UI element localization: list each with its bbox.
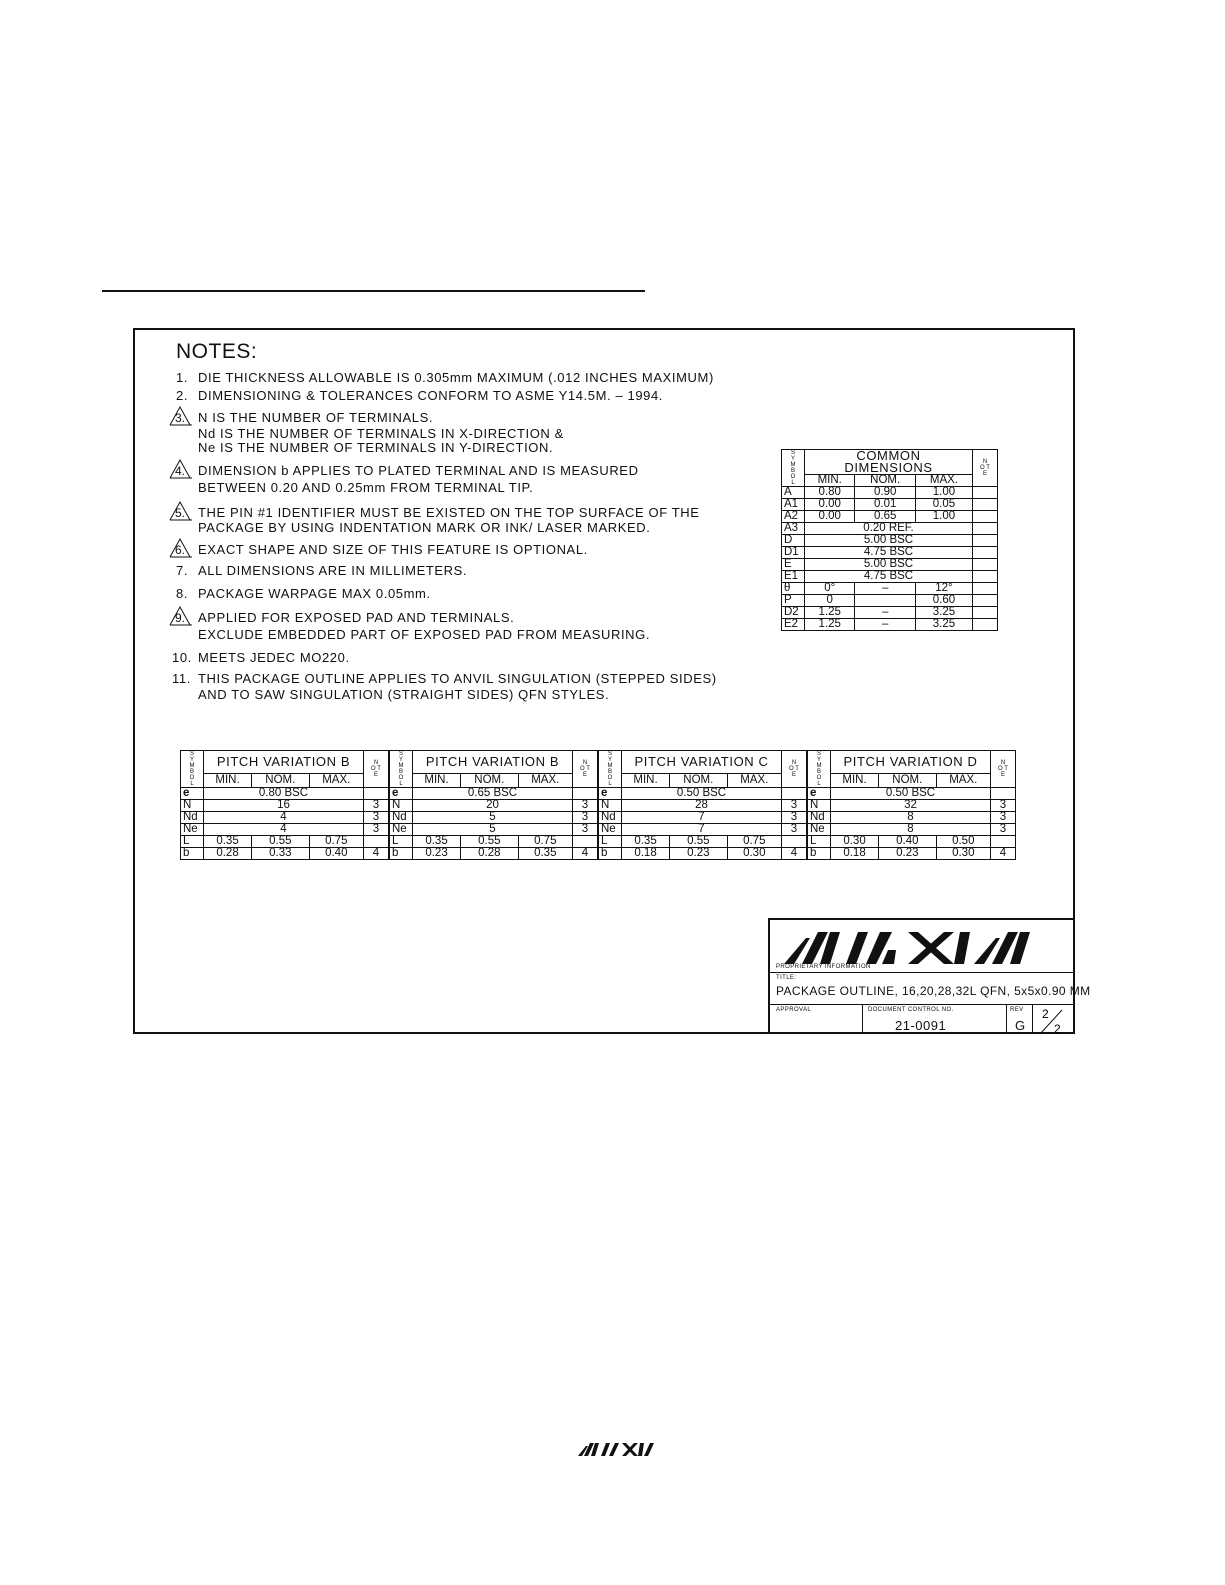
note-cell: [782, 788, 807, 800]
symbol-header: S Y M B O L: [599, 751, 622, 788]
pitch-value: 0.65 BSC: [413, 788, 573, 800]
col-max: MAX.: [309, 773, 363, 787]
note-cell: 3: [364, 800, 389, 812]
symbol-cell: D1: [782, 547, 805, 559]
note-text: Ne IS THE NUMBER OF TERMINALS IN Y-DIRECTION.: [198, 440, 554, 455]
min-cell: 0.00: [805, 511, 855, 523]
table-row: [599, 751, 807, 774]
pitch-title: PITCH VARIATION D: [831, 751, 991, 774]
value-cell: 16: [204, 800, 364, 812]
table-row: [390, 788, 598, 800]
divider: [1032, 1004, 1033, 1034]
note-number: 3.: [174, 411, 185, 425]
symbol-header: S Y M B O L: [782, 450, 805, 487]
table-row: [390, 812, 598, 824]
common-title-line2: DIMENSIONS: [844, 460, 933, 475]
table-row: [782, 559, 998, 571]
note-cell: [973, 511, 998, 523]
note-cell: [973, 607, 998, 619]
max-cell: 1.00: [915, 487, 972, 499]
value-cell: 5: [413, 812, 573, 824]
note-text: AND TO SAW SINGULATION (STRAIGHT SIDES) QFN STYLES.: [198, 687, 610, 702]
pitch-value: 0.80 BSC: [204, 788, 364, 800]
symbol-header: S Y M B O L: [390, 751, 413, 788]
value-cell: 0.55: [252, 836, 310, 848]
symbol-cell: Ne: [390, 824, 413, 836]
symbol-cell: e: [599, 788, 622, 800]
note-cell: [573, 836, 598, 848]
proprietary-label: PROPRIETARY INFORMATION: [776, 964, 871, 970]
divider: [1006, 1004, 1007, 1034]
note-text: EXCLUDE EMBEDDED PART OF EXPOSED PAD FROM MEASURING.: [198, 627, 651, 642]
footer-maxim-logo: [578, 1442, 656, 1456]
col-min: MIN.: [204, 773, 252, 787]
symbol-cell: θ: [782, 583, 805, 595]
table-row: [181, 788, 389, 800]
max-cell: 3.25: [915, 607, 972, 619]
max-cell: 0.05: [915, 499, 972, 511]
value-cell: 0.23: [670, 848, 728, 860]
nom-cell: –: [855, 607, 915, 619]
col-nom: NOM.: [461, 773, 519, 787]
note-number: 4.: [174, 464, 185, 478]
symbol-cell: Nd: [181, 812, 204, 824]
value-cell: 0.20 REF.: [805, 523, 973, 535]
value-cell: 0.55: [670, 836, 728, 848]
note-cell: 3: [573, 824, 598, 836]
value-cell: 7: [622, 824, 782, 836]
table-row: [808, 836, 1016, 848]
value-cell: 0.35: [204, 836, 252, 848]
symbol-cell: e: [808, 788, 831, 800]
pitch-variation-table: [807, 750, 1016, 860]
symbol-cell: A1: [782, 499, 805, 511]
title-row: [770, 972, 1075, 973]
table-row: [808, 848, 1016, 860]
note-cell: [364, 788, 389, 800]
table-row: [181, 848, 389, 860]
rev-label: REV: [1010, 1007, 1024, 1013]
table-row: [782, 607, 998, 619]
symbol-cell: b: [181, 848, 204, 860]
note-cell: [973, 499, 998, 511]
value-cell: 0.28: [461, 848, 519, 860]
notes-title: NOTES:: [176, 340, 258, 363]
nom-cell: 0.90: [855, 487, 915, 499]
symbol-cell: Nd: [808, 812, 831, 824]
symbol-cell: L: [808, 836, 831, 848]
nom-cell: –: [855, 619, 915, 631]
col-min: MIN.: [622, 773, 670, 787]
note-cell: [973, 583, 998, 595]
table-row: [808, 824, 1016, 836]
common-title-line1: COMMON: [856, 448, 921, 463]
value-cell: 0.30: [727, 848, 781, 860]
symbol-cell: P: [782, 595, 805, 607]
value-cell: 0.55: [461, 836, 519, 848]
table-row: [808, 773, 1016, 787]
table-row: [599, 824, 807, 836]
sheet-number: [1036, 1006, 1070, 1039]
value-cell: 0.35: [622, 836, 670, 848]
approval-label: APPROVAL: [776, 1007, 812, 1013]
approval-row: [770, 1004, 1075, 1005]
pitch-value: 0.50 BSC: [622, 788, 782, 800]
symbol-cell: Ne: [808, 824, 831, 836]
table-row: [782, 619, 998, 631]
table-row: [782, 583, 998, 595]
note-text: THE PIN #1 IDENTIFIER MUST BE EXISTED ON THE TOP SURFACE OF THE: [198, 505, 700, 520]
note-cell: [973, 571, 998, 583]
value-cell: 0.35: [518, 848, 572, 860]
sheet-numerator: 2: [1042, 1007, 1049, 1021]
value-cell: 0.23: [879, 848, 937, 860]
note-number: 7.: [176, 563, 189, 578]
table-row: [782, 511, 998, 523]
pitch-variation-table: [598, 750, 807, 860]
note-cell: 3: [782, 824, 807, 836]
nom-cell: 0.01: [855, 499, 915, 511]
table-row: [390, 773, 598, 787]
note-delta-icon: [168, 606, 192, 626]
table-row: [782, 571, 998, 583]
table-row: [808, 812, 1016, 824]
symbol-cell: A: [782, 487, 805, 499]
symbol-cell: N: [599, 800, 622, 812]
note-delta-icon: [168, 538, 192, 558]
table-row: [782, 547, 998, 559]
note-cell: [573, 788, 598, 800]
value-cell: 20: [413, 800, 573, 812]
value-cell: 0.18: [831, 848, 879, 860]
value-cell: 4.75 BSC: [805, 547, 973, 559]
note-cell: 3: [573, 812, 598, 824]
note-cell: 3: [573, 800, 598, 812]
note-delta-icon: [168, 501, 192, 521]
min-cell: 0.00: [805, 499, 855, 511]
value-cell: 5.00 BSC: [805, 559, 973, 571]
table-row: [782, 499, 998, 511]
col-max: MAX.: [936, 773, 990, 787]
value-cell: 0.28: [204, 848, 252, 860]
note-cell: 3: [991, 824, 1016, 836]
pitch-value: 0.50 BSC: [831, 788, 991, 800]
symbol-cell: L: [599, 836, 622, 848]
table-row: [181, 824, 389, 836]
note-cell: 3: [991, 800, 1016, 812]
maxim-logo: [784, 928, 1046, 964]
table-row: [390, 751, 598, 774]
note-number: 6.: [174, 543, 185, 557]
table-row: [181, 800, 389, 812]
note-cell: 4: [782, 848, 807, 860]
value-cell: 4: [204, 812, 364, 824]
max-cell: 1.00: [915, 511, 972, 523]
note-cell: 3: [782, 812, 807, 824]
note-cell: 4: [573, 848, 598, 860]
value-cell: 0.33: [252, 848, 310, 860]
symbol-cell: N: [390, 800, 413, 812]
symbol-cell: E2: [782, 619, 805, 631]
table-row: [181, 773, 389, 787]
note-number: 8.: [176, 586, 189, 601]
value-cell: 0.40: [309, 848, 363, 860]
col-max: MAX.: [915, 475, 972, 487]
symbol-cell: Nd: [599, 812, 622, 824]
symbol-cell: e: [390, 788, 413, 800]
title-label: TITLE:: [776, 975, 797, 981]
max-cell: 0.60: [915, 595, 972, 607]
min-cell: 0.80: [805, 487, 855, 499]
note-cell: 4: [364, 848, 389, 860]
col-nom: NOM.: [252, 773, 310, 787]
table-row: [181, 836, 389, 848]
note-text: ALL DIMENSIONS ARE IN MILLIMETERS.: [198, 563, 468, 578]
table-row: [390, 848, 598, 860]
note-text: THIS PACKAGE OUTLINE APPLIES TO ANVIL SINGULATION (STEPPED SIDES): [198, 671, 717, 686]
symbol-cell: D: [782, 535, 805, 547]
common-title: [805, 450, 973, 475]
symbol-cell: b: [599, 848, 622, 860]
note-text: MEETS JEDEC MO220.: [198, 650, 350, 665]
note-text: BETWEEN 0.20 AND 0.25mm FROM TERMINAL TIP.: [198, 480, 534, 495]
value-cell: 0.30: [936, 848, 990, 860]
table-row: [599, 848, 807, 860]
col-min: MIN.: [805, 475, 855, 487]
table-row: [181, 812, 389, 824]
min-cell: 0: [805, 595, 855, 607]
value-cell: 0.30: [831, 836, 879, 848]
value-cell: 8: [831, 812, 991, 824]
value-cell: 32: [831, 800, 991, 812]
sheet-fraction: [1036, 1006, 1070, 1036]
note-cell: [782, 836, 807, 848]
value-cell: 0.50: [936, 836, 990, 848]
revision: G: [1015, 1018, 1026, 1033]
note-cell: [973, 535, 998, 547]
nom-cell: 0.65: [855, 511, 915, 523]
value-cell: 7: [622, 812, 782, 824]
header-rule: [102, 290, 645, 292]
note-cell: [973, 487, 998, 499]
value-cell: 28: [622, 800, 782, 812]
max-cell: 3.25: [915, 619, 972, 631]
note-cell: [973, 619, 998, 631]
note-header: N O T E: [364, 751, 389, 788]
min-cell: 1.25: [805, 607, 855, 619]
note-header: N O T E: [782, 751, 807, 788]
pitch-variation-table: [180, 750, 389, 860]
pitch-title: PITCH VARIATION C: [622, 751, 782, 774]
common-dimensions-table: [781, 449, 998, 631]
note-cell: [991, 788, 1016, 800]
table-row: [808, 751, 1016, 774]
symbol-cell: N: [808, 800, 831, 812]
note-text: PACKAGE BY USING INDENTATION MARK OR INK/ LASER MARKED.: [198, 520, 651, 535]
table-row: [599, 773, 807, 787]
note-delta-icon: [168, 406, 192, 426]
value-cell: 4.75 BSC: [805, 571, 973, 583]
symbol-header: S Y M B O L: [808, 751, 831, 788]
note-cell: 3: [991, 812, 1016, 824]
note-text: DIMENSIONING & TOLERANCES CONFORM TO ASME Y14.5M. – 1994.: [198, 388, 664, 403]
col-min: MIN.: [831, 773, 879, 787]
value-cell: 5: [413, 824, 573, 836]
note-number: 2.: [176, 388, 189, 403]
table-row: [599, 812, 807, 824]
table-row: [599, 836, 807, 848]
table-row: [782, 595, 998, 607]
note-text: APPLIED FOR EXPOSED PAD AND TERMINALS.: [198, 610, 515, 625]
sheet-denominator: 2: [1054, 1022, 1061, 1036]
table-row: [808, 788, 1016, 800]
col-nom: NOM.: [670, 773, 728, 787]
symbol-cell: Ne: [181, 824, 204, 836]
note-number: 1.: [176, 370, 189, 385]
symbol-cell: A2: [782, 511, 805, 523]
value-cell: 0.18: [622, 848, 670, 860]
drawing-title: PACKAGE OUTLINE, 16,20,28,32L QFN, 5x5x0.90 MM: [776, 984, 1091, 998]
note-cell: [973, 547, 998, 559]
value-cell: 4: [204, 824, 364, 836]
symbol-cell: E1: [782, 571, 805, 583]
value-cell: 8: [831, 824, 991, 836]
table-row: [390, 800, 598, 812]
note-cell: [364, 836, 389, 848]
table-row: [181, 751, 389, 774]
col-nom: NOM.: [855, 475, 915, 487]
symbol-cell: b: [390, 848, 413, 860]
value-cell: 5.00 BSC: [805, 535, 973, 547]
symbol-cell: L: [390, 836, 413, 848]
symbol-cell: L: [181, 836, 204, 848]
symbol-cell: e: [181, 788, 204, 800]
note-cell: 4: [991, 848, 1016, 860]
symbol-cell: N: [181, 800, 204, 812]
title-block: [768, 918, 1091, 1036]
value-cell: 0.23: [413, 848, 461, 860]
note-cell: 3: [364, 812, 389, 824]
symbol-cell: D2: [782, 607, 805, 619]
note-header: N O T E: [991, 751, 1016, 788]
divider: [862, 1004, 863, 1034]
max-cell: 12°: [915, 583, 972, 595]
col-max: MAX.: [727, 773, 781, 787]
symbol-cell: E: [782, 559, 805, 571]
value-cell: 0.35: [413, 836, 461, 848]
table-row: [599, 800, 807, 812]
note-text: DIMENSION b APPLIES TO PLATED TERMINAL AND IS MEASURED: [198, 463, 639, 478]
nom-cell: [855, 595, 915, 607]
note-text: Nd IS THE NUMBER OF TERMINALS IN X-DIRECTION &: [198, 426, 564, 441]
doc-control-number: 21-0091: [895, 1018, 947, 1033]
symbol-header: S Y M B O L: [181, 751, 204, 788]
symbol-cell: A3: [782, 523, 805, 535]
note-cell: [973, 595, 998, 607]
table-row: [782, 535, 998, 547]
doc-control-label: DOCUMENT CONTROL NO.: [868, 1007, 954, 1013]
note-text: DIE THICKNESS ALLOWABLE IS 0.305mm MAXIMUM (.012 INCHES MAXIMUM): [198, 370, 714, 385]
table-row: [782, 523, 998, 535]
note-delta-icon: [168, 459, 192, 479]
note-cell: [973, 523, 998, 535]
note-number: 10.: [172, 650, 192, 665]
table-row: [808, 800, 1016, 812]
symbol-cell: Ne: [599, 824, 622, 836]
note-header: N O T E: [573, 751, 598, 788]
col-nom: NOM.: [879, 773, 937, 787]
col-min: MIN.: [413, 773, 461, 787]
table-row: [782, 487, 998, 499]
note-text: N IS THE NUMBER OF TERMINALS.: [198, 410, 434, 425]
table-row: [390, 824, 598, 836]
note-cell: 3: [364, 824, 389, 836]
note-cell: [991, 836, 1016, 848]
table-row: [390, 836, 598, 848]
value-cell: 0.75: [727, 836, 781, 848]
note-header: N O T E: [973, 450, 998, 487]
value-cell: 0.40: [879, 836, 937, 848]
note-text: EXACT SHAPE AND SIZE OF THIS FEATURE IS OPTIONAL.: [198, 542, 588, 557]
note-cell: [973, 559, 998, 571]
pitch-title: PITCH VARIATION B: [204, 751, 364, 774]
value-cell: 0.75: [309, 836, 363, 848]
table-row: [599, 788, 807, 800]
symbol-cell: Nd: [390, 812, 413, 824]
value-cell: 0.75: [518, 836, 572, 848]
note-number: 5.: [174, 506, 185, 520]
note-number: 9.: [174, 611, 185, 625]
min-cell: 0°: [805, 583, 855, 595]
min-cell: 1.25: [805, 619, 855, 631]
note-text: PACKAGE WARPAGE MAX 0.05mm.: [198, 586, 431, 601]
symbol-cell: b: [808, 848, 831, 860]
pitch-variation-table: [389, 750, 598, 860]
col-max: MAX.: [518, 773, 572, 787]
nom-cell: –: [855, 583, 915, 595]
note-cell: 3: [782, 800, 807, 812]
pitch-title: PITCH VARIATION B: [413, 751, 573, 774]
note-number: 11.: [172, 671, 191, 686]
